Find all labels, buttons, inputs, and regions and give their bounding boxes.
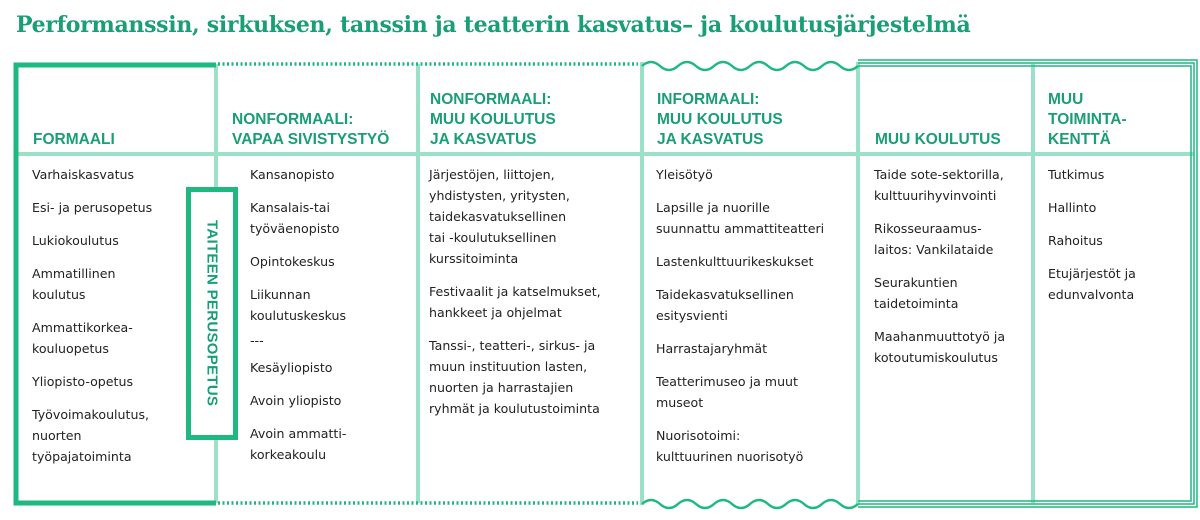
list-item: Ammatillinen koulutus	[32, 266, 116, 302]
list-item: Harrastajaryhmät	[656, 341, 768, 356]
header-muu-toimintakentta: MUU TOIMINTA- KENTTÄ	[1048, 91, 1127, 148]
page-title: Performanssin, sirkuksen, tanssin ja teatterin kasvatus– ja koulutusjärjestelmä	[16, 12, 971, 38]
list-item: Tanssi-, teatteri-, sirkus- ja muun instituution lasten, nuorten ja harrastajien ryhmät ja koulutustoiminta	[429, 338, 600, 416]
list-item: Festivaalit ja katselmukset, hankkeet ja ohjelmat	[429, 284, 601, 320]
list-item: Lukiokoulutus	[32, 233, 119, 248]
list-item: Kansalais-tai työväenopisto	[250, 200, 340, 236]
header-vapaa-sivistystyo: NONFORMAALI: VAPAA SIVISTYSTYÖ	[232, 111, 390, 148]
list-item: Liikunnan koulutuskeskus	[250, 287, 347, 323]
list-item: Teatterimuseo ja muut museot	[656, 374, 798, 410]
list-item: Seurakuntien taidetoiminta	[874, 275, 959, 311]
column-nonformaali-muu	[429, 164, 601, 431]
list-item: Rahoitus	[1048, 233, 1103, 248]
list-item: Lapsille ja nuorille suunnattu ammattiteatteri	[656, 200, 825, 236]
column-informaali	[656, 164, 824, 479]
list-item: Esi- ja perusopetus	[32, 200, 153, 215]
list-item: Taidekasvatuksellinen esitysvienti	[656, 287, 794, 323]
list-item: Tutkimus	[1048, 167, 1105, 182]
list-item: Ammattikorkea- kouluopetus	[32, 320, 133, 356]
column-muu-toimintakentta	[1048, 164, 1136, 317]
header-informaali: INFORMAALI: MUU KOULUTUS JA KASVATUS	[657, 91, 783, 148]
taiteen-perusopetus-label: TAITEEN PERUSOPETUS	[203, 220, 221, 407]
list-item: Rikosseuraamus- laitos: Vankilataide	[874, 221, 994, 257]
list-item: Taide sote-sektorilla, kulttuurihyvinvointi	[874, 167, 1004, 203]
list-item: Työvoimakoulutus, nuorten työpajatoiminta	[32, 407, 150, 464]
list-item: Opintokeskus	[250, 254, 335, 269]
wavy-border	[642, 500, 858, 508]
taiteen-perusopetus-box	[186, 187, 238, 440]
list-item: Lastenkulttuurikeskukset	[656, 254, 814, 269]
list-item: Yleisötyö	[656, 167, 713, 182]
list-item: Avoin ammatti- korkeakoulu	[250, 426, 347, 462]
list-item: Nuorisotoimi: kulttuurinen nuorisotyö	[656, 428, 804, 464]
list-item: Hallinto	[1048, 200, 1097, 215]
list-item: ---	[250, 333, 264, 348]
list-item: Varhaiskasvatus	[32, 167, 135, 182]
list-item: Maahanmuuttotyö ja kotoutumiskoulutus	[874, 329, 1006, 365]
list-item: Kansanopisto	[250, 167, 335, 182]
list-item: Kesäyliopisto	[250, 360, 333, 375]
header-muu-koulutus: MUU KOULUTUS	[875, 131, 1001, 148]
list-item: Järjestöjen, liittojen, yhdistysten, yritysten, taidekasvatuksellinen tai -koulutuksellinen kurssitoiminta	[429, 167, 570, 266]
header-nonformaali-muu: NONFORMAALI: MUU KOULUTUS JA KASVATUS	[430, 91, 556, 148]
column-muu-koulutus	[874, 164, 1005, 380]
column-formaali	[32, 164, 152, 479]
list-item: Avoin yliopisto	[250, 393, 342, 408]
list-item: Etujärjestöt ja edunvalvonta	[1048, 266, 1136, 302]
column-vapaa-sivistystyo	[250, 164, 346, 477]
header-formaali: FORMAALI	[33, 131, 115, 148]
list-item: Yliopisto-opetus	[32, 374, 134, 389]
